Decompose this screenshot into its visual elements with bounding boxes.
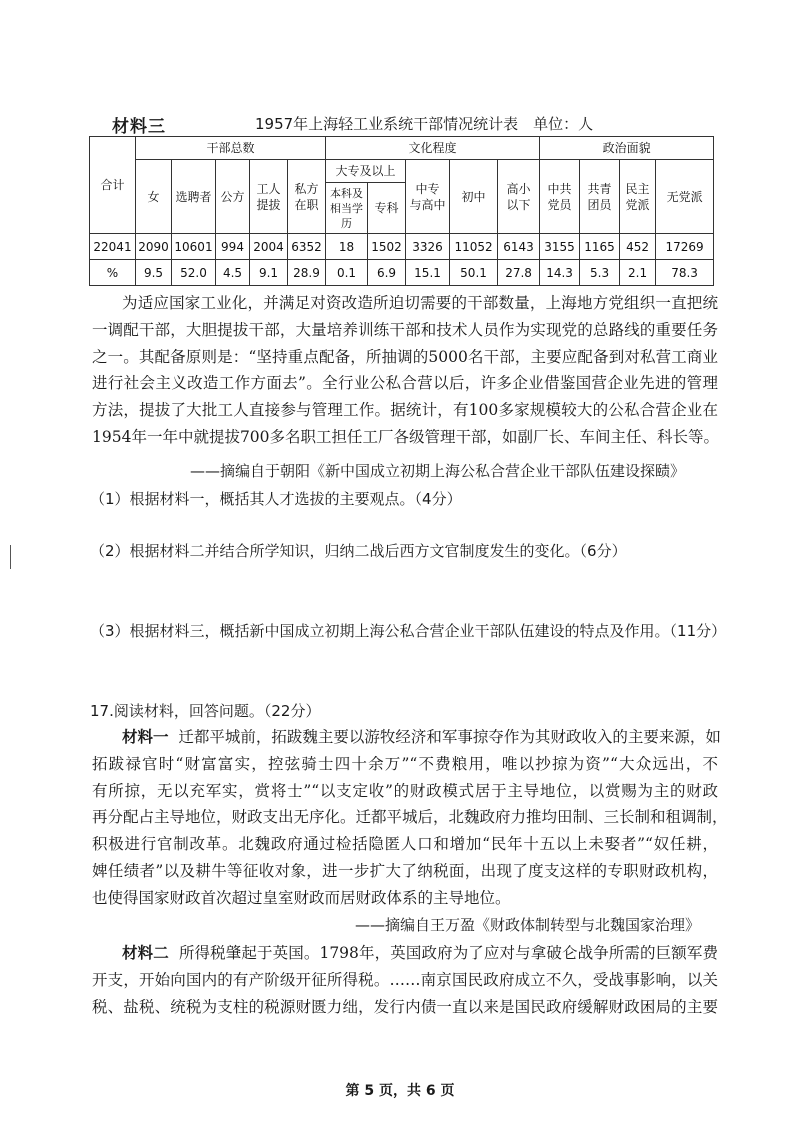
paragraph-line: 一调配干部，大胆提拔干部，大量培养训练干部和技术人员作为实现党的总路线的重要任务	[92, 320, 718, 339]
table-cell: 14.3	[540, 260, 580, 286]
table-cell: 50.1	[450, 260, 498, 286]
header-private-line1: 私方	[294, 181, 319, 196]
table-cell: 15.1	[406, 260, 450, 286]
material3-heading	[112, 112, 712, 137]
table-cell: 0.1	[326, 260, 368, 286]
table-cell: 5.3	[580, 260, 620, 286]
question-17-title: 17.阅读材料，回答问题。（22分）	[90, 702, 321, 720]
table-cell: 2.1	[620, 260, 656, 286]
paragraph-line: 进行社会主义改造工作方面去”。全行业公私合营以后，许多企业借鉴国营企业先进的管理	[92, 374, 718, 393]
header-cyl-line1: 共青	[587, 181, 612, 196]
paragraph-line: 积极进行官制改革。北魏政府通过检括隐匿人口和增加“民年十五以上未娶者”“奴任耕，	[92, 835, 718, 854]
header-education: 文化程度	[326, 137, 540, 160]
table-cell: 52.0	[172, 260, 216, 286]
material2-line-text: 所得税肇起于英国。1798年，英国政府为了应对与拿破仑战争所需的巨额军费	[178, 944, 718, 962]
header-worker-line1: 工人	[256, 181, 281, 196]
table-cell: 28.9	[288, 260, 326, 286]
paragraph-line: 之一。其配备原则是：“坚持重点配备，所抽调的5000名干部，主要应配备到对私营工商业	[92, 347, 718, 366]
table-cell: 6.9	[368, 260, 406, 286]
question-2: （2）根据材料二并结合所学知识，归纳二战后西方文官制度发生的变化。（6分）	[90, 542, 627, 560]
header-bachelor-line2: 相当学	[330, 201, 364, 215]
material1-line-text: 迁都平城前，拓跋魏主要以游牧经济和军事掠夺作为其财政收入的主要来源，如	[178, 728, 721, 746]
paragraph-line	[92, 940, 718, 967]
table-cell: 6143	[498, 234, 540, 260]
paragraph-line: 再分配占主导地位，财政支出无序化。迁都平城后，北魏政府力推均田制、三长制和租调制，	[92, 808, 728, 827]
table-cell: %	[90, 260, 136, 286]
paragraph-line: 1954年一年中就提拔700多名职工担任工厂各级管理干部，如副厂长、车间主任、科长等。	[92, 427, 720, 446]
table-row-counts	[90, 234, 714, 260]
header-bachelor-line3: 历	[341, 216, 353, 230]
header-private-onduty	[288, 160, 326, 234]
header-ccp-line2: 党员	[547, 197, 572, 212]
page-footer: 第 5 页，共 6 页	[345, 1083, 455, 1099]
table-cell: 6352	[288, 234, 326, 260]
material3-source: ——摘编自于朝阳《新中国成立初期上海公私合营企业干部队伍建设探赜》	[190, 462, 686, 480]
paragraph-line: 税、盐税、统税为支柱的税源财匮力绌，发行内债一直以来是国民政府缓解财政困局的主要	[92, 997, 718, 1016]
header-secondary-line1: 中专	[415, 181, 440, 196]
table-cell: 17269	[656, 234, 714, 260]
table-cell: 10601	[172, 234, 216, 260]
paragraph-line: 开支，开始向国内的有产阶级开征所得税。……南京国民政府成立不久，受战事影响，以关	[92, 970, 718, 989]
header-junior-college: 专科	[368, 183, 406, 234]
table-cell: 4.5	[216, 260, 250, 286]
table-title: 1957年上海轻工业系统干部情况统计表 单位：人	[255, 115, 594, 133]
header-cyl	[580, 160, 620, 234]
table-cell: 2090	[136, 234, 172, 260]
header-public: 公方	[216, 160, 250, 234]
table-cell: 1165	[580, 234, 620, 260]
table-cell: 22041	[90, 234, 136, 260]
question-3: （3）根据材料三，概括新中国成立初期上海公私合营企业干部队伍建设的特点及作用。（11分）	[90, 622, 727, 640]
paragraph-line: 婢任绩者”以及耕牛等征收对象，进一步扩大了纳税面，出现了度支这样的专职财政机构，	[92, 861, 718, 880]
header-ccp	[540, 160, 580, 234]
margin-mark	[10, 545, 11, 569]
cadre-statistics-table	[89, 136, 714, 286]
table-cell: 11052	[450, 234, 498, 260]
paragraph-line: 有所掠，无以充军实，赏将士”“以支定收”的财政模式居于主导地位，以赏赐为主的财政	[92, 781, 718, 800]
table-cell: 3326	[406, 234, 450, 260]
question-1: （1）根据材料一，概括其人才选拔的主要观点。（4分）	[90, 490, 462, 508]
table-row-percent	[90, 260, 714, 286]
table-cell: 994	[216, 234, 250, 260]
header-hired: 选聘者	[172, 160, 216, 234]
paragraph-line: 为适应国家工业化，并满足对资改造所迫切需要的干部数量，上海地方党组织一直把统	[122, 294, 718, 312]
header-secondary-line2: 与高中	[409, 197, 446, 212]
table-cell: 3155	[540, 234, 580, 260]
header-female: 女	[136, 160, 172, 234]
header-cadre-total: 干部总数	[136, 137, 326, 160]
paragraph-line: 也使得国家财政首次超过皇室财政而居财政体系的主导地位。	[92, 888, 511, 907]
header-private-line2: 在职	[294, 197, 319, 212]
header-politics: 政治面貌	[540, 137, 714, 160]
material1-label: 材料一	[122, 727, 169, 746]
header-worker-line2: 提拔	[256, 197, 281, 212]
table-cell: 78.3	[656, 260, 714, 286]
header-worker-promoted	[250, 160, 288, 234]
paragraph-line: 方法，提拔了大批工人直接参与管理工作。据统计，有100多家规模较大的公私合营企业在	[92, 401, 718, 420]
table-cell: 18	[326, 234, 368, 260]
paragraph-line: 拓跋禄官时“财富富实，控弦骑士四十余万”“不费粮用，唯以抄掠为资”“大众远出，不	[92, 754, 718, 773]
q17-material1	[92, 724, 728, 912]
table-cell: 9.5	[136, 260, 172, 286]
header-cyl-line2: 团员	[587, 197, 612, 212]
header-democratic-line1: 民主	[625, 181, 650, 196]
header-total: 合计	[90, 137, 136, 234]
material3-paragraph	[92, 290, 718, 451]
material1-source: ——摘编自王万盈《财政体制转型与北魏国家治理》	[355, 916, 701, 934]
header-primary-line2: 以下	[506, 197, 531, 212]
header-secondary	[406, 160, 450, 234]
table-cell: 9.1	[250, 260, 288, 286]
header-primary	[498, 160, 540, 234]
header-primary-line1: 高小	[506, 181, 531, 196]
paragraph-line	[92, 724, 721, 751]
material3-label: 材料三	[112, 117, 166, 137]
q17-material2	[92, 940, 718, 1020]
table-cell: 27.8	[498, 260, 540, 286]
header-bachelor	[326, 183, 368, 234]
header-college: 大专及以上	[326, 160, 406, 183]
header-nonparty: 无党派	[656, 160, 714, 234]
table-cell: 452	[620, 234, 656, 260]
table-cell: 2004	[250, 234, 288, 260]
header-junior-high: 初中	[450, 160, 498, 234]
header-democratic	[620, 160, 656, 234]
header-bachelor-line1: 本科及	[330, 186, 364, 200]
header-ccp-line1: 中共	[547, 181, 572, 196]
header-democratic-line2: 党派	[625, 197, 650, 212]
table-cell: 1502	[368, 234, 406, 260]
material2-label: 材料二	[122, 943, 169, 962]
